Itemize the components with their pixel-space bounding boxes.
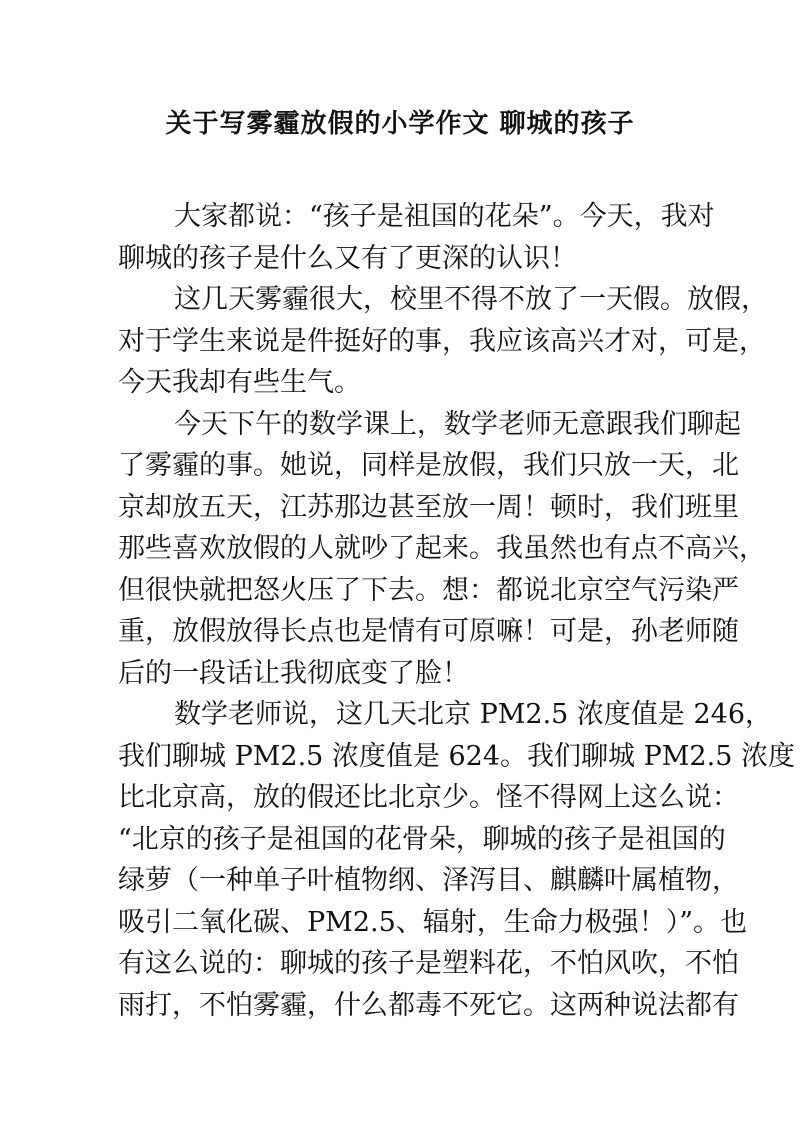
paragraph-line: 京却放五天，江苏那边甚至放一周！顿时，我们班里 [118, 491, 739, 523]
paragraph-line: “北京的孩子是祖国的花骨朵，聊城的孩子是祖国的 [118, 823, 726, 855]
paragraph-line: 今天我却有些生气。 [118, 367, 361, 398]
paragraph-line: 今天下午的数学课上，数学老师无意跟我们聊起 [174, 408, 741, 440]
document-title: 关于写雾霾放假的小学作文 聊城的孩子 [165, 109, 635, 139]
paragraph-line: 这几天雾霾很大，校里不得不放了一天假。放假， [174, 284, 768, 315]
paragraph-line: 我们聊城 PM2.5 浓度值是 624。我们聊城 PM2.5 浓度 [118, 740, 795, 772]
paragraph-line: 雨打，不怕雾霾，什么都毒不死它。这两种说法都有 [118, 989, 739, 1021]
paragraph-line: 有这么说的：聊城的孩子是塑料花，不怕风吹，不怕 [118, 948, 739, 979]
paragraph-line: 重，放假放得长点也是情有可原嘛！可是，孙老师随 [118, 616, 739, 647]
paragraph-line: 数学老师说，这几天北京 PM2.5 浓度值是 246， [174, 699, 773, 730]
paragraph-line: 但很快就把怒火压了下去。想：都说北京空气污染严 [118, 574, 739, 606]
paragraph-line: 大家都说：“孩子是祖国的花朵”。今天，我对 [174, 201, 715, 232]
paragraph-line: 对于学生来说是件挺好的事，我应该高兴才对，可是， [118, 325, 766, 357]
paragraph-line: 那些喜欢放假的人就吵了起来。我虽然也有点不高兴， [118, 533, 766, 564]
paragraph-line: 比北京高，放的假还比北京少。怪不得网上这么说： [118, 782, 739, 813]
paragraph-line: 聊城的孩子是什么又有了更深的认识！ [118, 242, 577, 274]
paragraph-line: 后的一段话让我彻底变了脸！ [118, 657, 469, 689]
paragraph-line: 绿萝（一种单子叶植物纲、泽泻目、麒麟叶属植物， [118, 865, 739, 896]
paragraph-line: 吸引二氧化碳、PM2.5、辐射，生命力极强！）”。也 [118, 906, 748, 938]
paragraph-line: 了雾霾的事。她说，同样是放假，我们只放一天，北 [118, 450, 739, 481]
document-body [118, 196, 795, 1026]
